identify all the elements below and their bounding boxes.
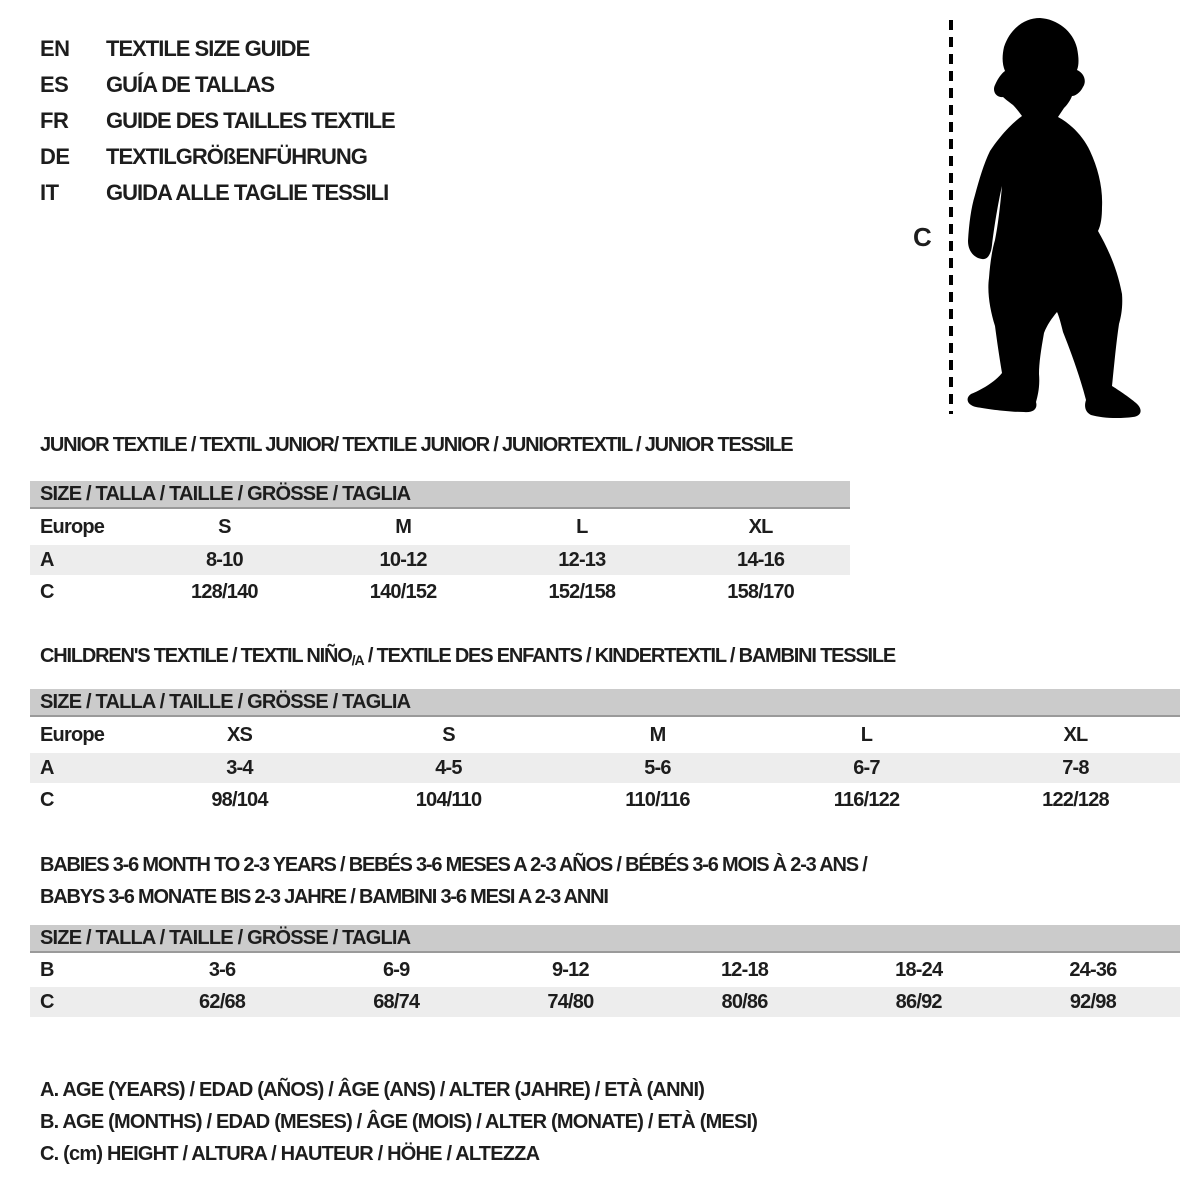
height-cell: 74/80 (483, 987, 657, 1017)
size-header-cell: SIZE / TALLA / TAILLE / GRÖSSE / TAGLIA (30, 689, 1180, 717)
row-label: C (30, 785, 135, 815)
size-cell: XL (971, 719, 1180, 751)
height-cell: 104/110 (344, 785, 553, 815)
children-title-sub: /A (351, 652, 364, 668)
age-cell: 8-10 (135, 545, 314, 575)
height-measure-figure (905, 12, 1145, 420)
language-code: ES (40, 72, 69, 97)
babies-section-title (40, 849, 867, 913)
size-cell: XS (135, 719, 344, 751)
region-row (30, 719, 1180, 751)
language-label: GUIDE DES TAILLES TEXTILE (106, 108, 395, 133)
table-header-row (30, 481, 850, 509)
babies-title-line1: BABIES 3-6 MONTH TO 2-3 YEARS / BEBÉS 3-6 MESES A 2-3 AÑOS / BÉBÉS 3-6 MOIS À 2-3 ANS / (40, 854, 867, 876)
height-cell: 86/92 (832, 987, 1006, 1017)
language-code: FR (40, 108, 69, 133)
children-title-prefix: CHILDREN'S TEXTILE / TEXTIL NIÑO (40, 645, 352, 667)
age-cell: 4-5 (344, 753, 553, 783)
height-cell: 80/86 (657, 987, 831, 1017)
legend-height: C. (cm) HEIGHT / ALTURA / HAUTEUR / HÖHE / ALTEZZA (40, 1143, 540, 1165)
height-cell: 116/122 (762, 785, 971, 815)
height-cell: 110/116 (553, 785, 762, 815)
language-code: EN (40, 36, 70, 61)
size-cell: L (493, 511, 672, 543)
size-cell: M (314, 511, 493, 543)
height-row (30, 987, 1180, 1017)
age-row (30, 545, 850, 575)
language-list (40, 31, 395, 211)
size-cell: S (135, 511, 314, 543)
babies-title-line2: BABYS 3-6 MONATE BIS 2-3 JAHRE / BAMBINI 3-6 MESI A 2-3 ANNI (40, 886, 608, 908)
months-cell: 18-24 (832, 955, 1006, 985)
height-row (30, 577, 850, 607)
toddler-silhouette-icon (968, 18, 1141, 418)
children-size-table (30, 687, 1180, 817)
age-cell: 3-4 (135, 753, 344, 783)
age-cell: 10-12 (314, 545, 493, 575)
language-row-de (40, 139, 395, 175)
months-row (30, 955, 1180, 985)
size-header-cell: SIZE / TALLA / TAILLE / GRÖSSE / TAGLIA (30, 925, 1180, 953)
toddler-figure-svg (905, 12, 1145, 420)
size-cell: M (553, 719, 762, 751)
table-header-row (30, 925, 1180, 953)
height-cell: 62/68 (135, 987, 309, 1017)
size-cell: XL (671, 511, 850, 543)
months-cell: 12-18 (657, 955, 831, 985)
height-cell: 152/158 (493, 577, 672, 607)
legend-age-months: B. AGE (MONTHS) / EDAD (MESES) / ÂGE (MOIS) / ALTER (MONATE) / ETÀ (MESI) (40, 1111, 758, 1133)
height-cell: 128/140 (135, 577, 314, 607)
size-header-cell: SIZE / TALLA / TAILLE / GRÖSSE / TAGLIA (30, 481, 850, 509)
legend-age-years: A. AGE (YEARS) / EDAD (AÑOS) / ÂGE (ANS) / ALTER (JAHRE) / ETÀ (ANNI) (40, 1079, 705, 1101)
height-row (30, 785, 1180, 815)
size-cell: S (344, 719, 553, 751)
row-label: B (30, 955, 135, 985)
age-cell: 12-13 (493, 545, 672, 575)
height-cell: 98/104 (135, 785, 344, 815)
language-label: TEXTILE SIZE GUIDE (106, 36, 310, 61)
language-label: GUÍA DE TALLAS (106, 72, 275, 97)
row-label: A (30, 545, 135, 575)
row-label: A (30, 753, 135, 783)
language-code: IT (40, 180, 59, 205)
junior-size-table (30, 479, 850, 609)
children-section-title (40, 645, 895, 668)
language-label: GUIDA ALLE TAGLIE TESSILI (106, 180, 389, 205)
table-header-row (30, 689, 1180, 717)
junior-section-title: JUNIOR TEXTILE / TEXTIL JUNIOR/ TEXTILE JUNIOR / JUNIORTEXTIL / JUNIOR TESSILE (40, 434, 793, 456)
age-cell: 6-7 (762, 753, 971, 783)
row-label: C (30, 577, 135, 607)
region-row (30, 511, 850, 543)
age-cell: 5-6 (553, 753, 762, 783)
size-cell: L (762, 719, 971, 751)
row-label: C (30, 987, 135, 1017)
language-row-es (40, 67, 395, 103)
language-row-it (40, 175, 395, 211)
babies-size-table (30, 923, 1180, 1019)
months-cell: 3-6 (135, 955, 309, 985)
measure-c-label: C (913, 222, 932, 252)
row-label: Europe (30, 719, 135, 751)
months-cell: 24-36 (1006, 955, 1180, 985)
height-cell: 158/170 (671, 577, 850, 607)
months-cell: 9-12 (483, 955, 657, 985)
height-cell: 68/74 (309, 987, 483, 1017)
age-cell: 14-16 (671, 545, 850, 575)
height-cell: 140/152 (314, 577, 493, 607)
language-label: TEXTILGRÖßENFÜHRUNG (106, 144, 367, 169)
children-title-suffix: / TEXTILE DES ENFANTS / KINDERTEXTIL / BAMBINI TESSILE (363, 645, 896, 667)
age-cell: 7-8 (971, 753, 1180, 783)
height-cell: 122/128 (971, 785, 1180, 815)
row-label: Europe (30, 511, 135, 543)
measurement-legend (40, 1074, 757, 1170)
age-row (30, 753, 1180, 783)
language-row-fr (40, 103, 395, 139)
language-code: DE (40, 144, 70, 169)
height-cell: 92/98 (1006, 987, 1180, 1017)
language-row-en (40, 31, 395, 67)
months-cell: 6-9 (309, 955, 483, 985)
